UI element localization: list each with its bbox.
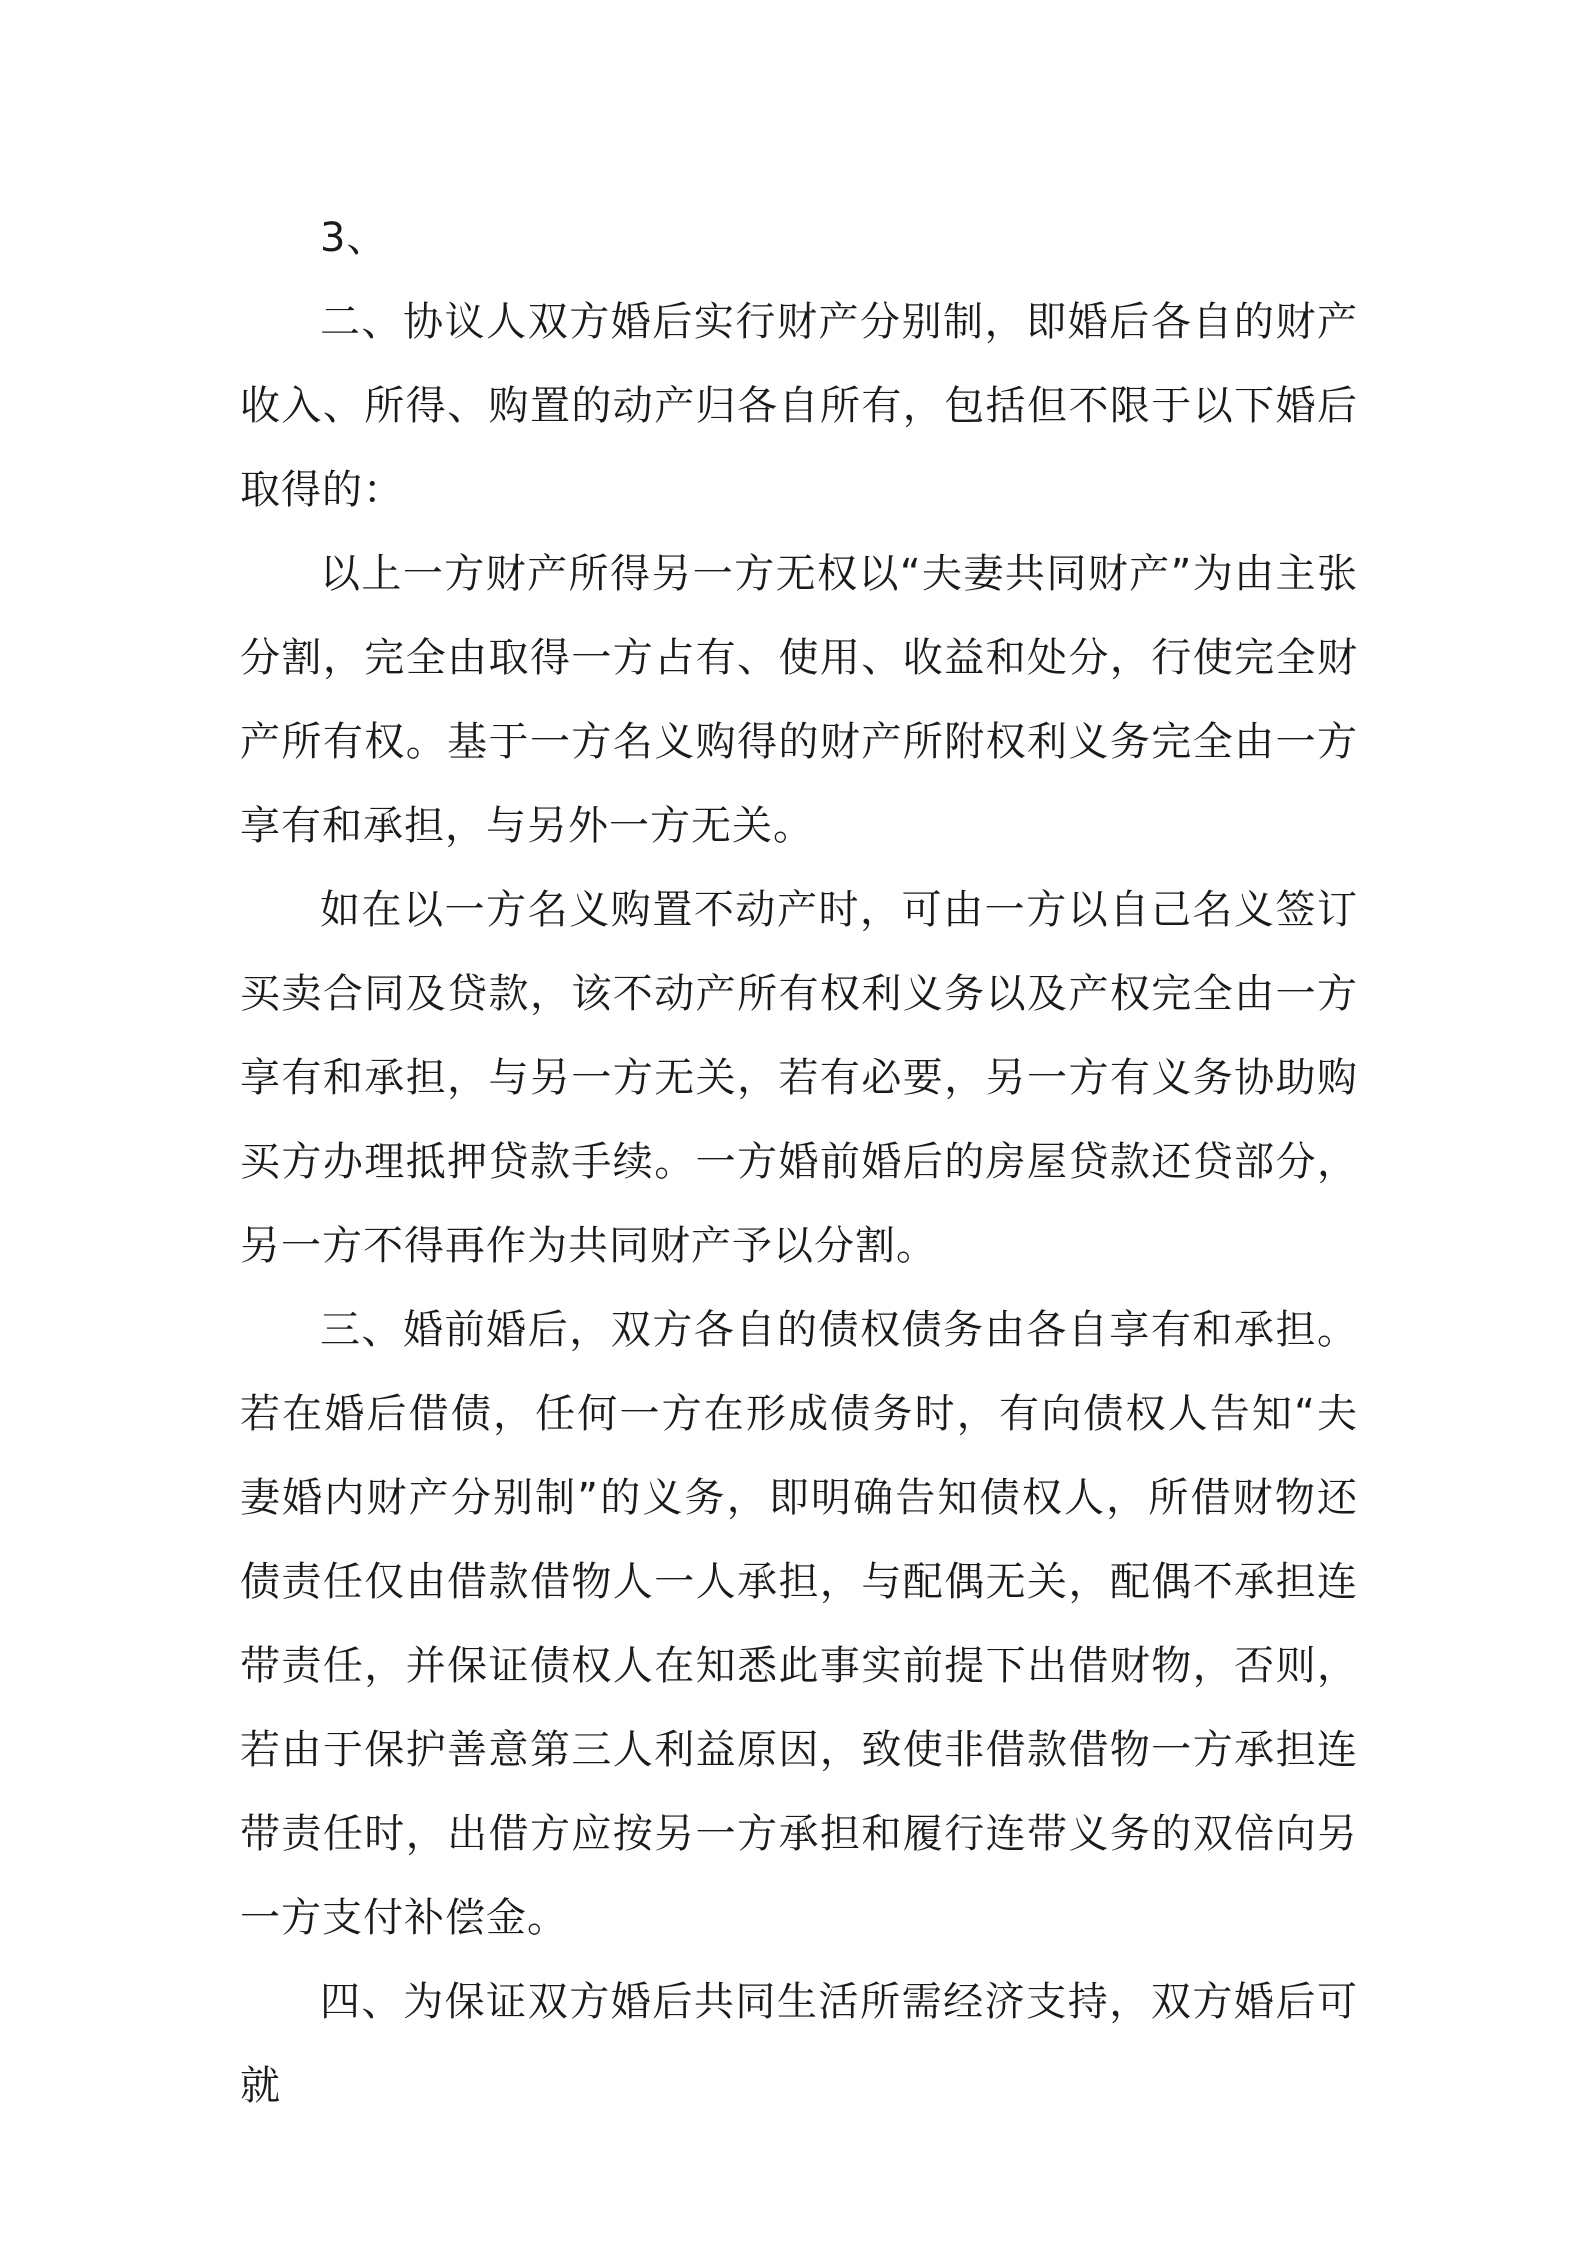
paragraph-ownership: 以上一方财产所得另一方无权以“夫妻共同财产”为由主张分割，完全由取得一方占有、使用、收益和处分，行使完全财产所有权。基于一方名义购得的财产所附权利义务完全由一方享有和承担，与另外一方无关。 bbox=[240, 551, 1358, 849]
document-body bbox=[240, 196, 1358, 2128]
paragraph-section-three: 三、婚前婚后，双方各自的债权债务由各自享有和承担。若在婚后借债，任何一方在形成债务时，有向债权人告知“夫妻婚内财产分别制”的义务，即明确告知债权人，所借财物还债责任仅由借款借物人一人承担，与配偶无关，配偶不承担连带责任，并保证债权人在知悉此事实前提下出借财物，否则，若由于保护善意第三人利益原因，致使非借款借物一方承担连带责任时，出借方应按另一方承担和履行连带义务的双倍向另一方支付补偿金。 bbox=[240, 1307, 1358, 1941]
paragraph-item-3: 3、 bbox=[320, 215, 388, 261]
paragraph-real-estate: 如在以一方名义购置不动产时，可由一方以自己名义签订买卖合同及贷款，该不动产所有权利义务以及产权完全由一方享有和承担，与另一方无关，若有必要，另一方有义务协助购买方办理抵押贷款手续。一方婚前婚后的房屋贷款还贷部分，另一方不得再作为共同财产予以分割。 bbox=[240, 887, 1358, 1269]
paragraph-section-two: 二、协议人双方婚后实行财产分别制，即婚后各自的财产收入、所得、购置的动产归各自所有，包括但不限于以下婚后取得的： bbox=[240, 299, 1358, 513]
paragraph-section-four: 四、为保证双方婚后共同生活所需经济支持，双方婚后可就 bbox=[240, 1979, 1358, 2109]
